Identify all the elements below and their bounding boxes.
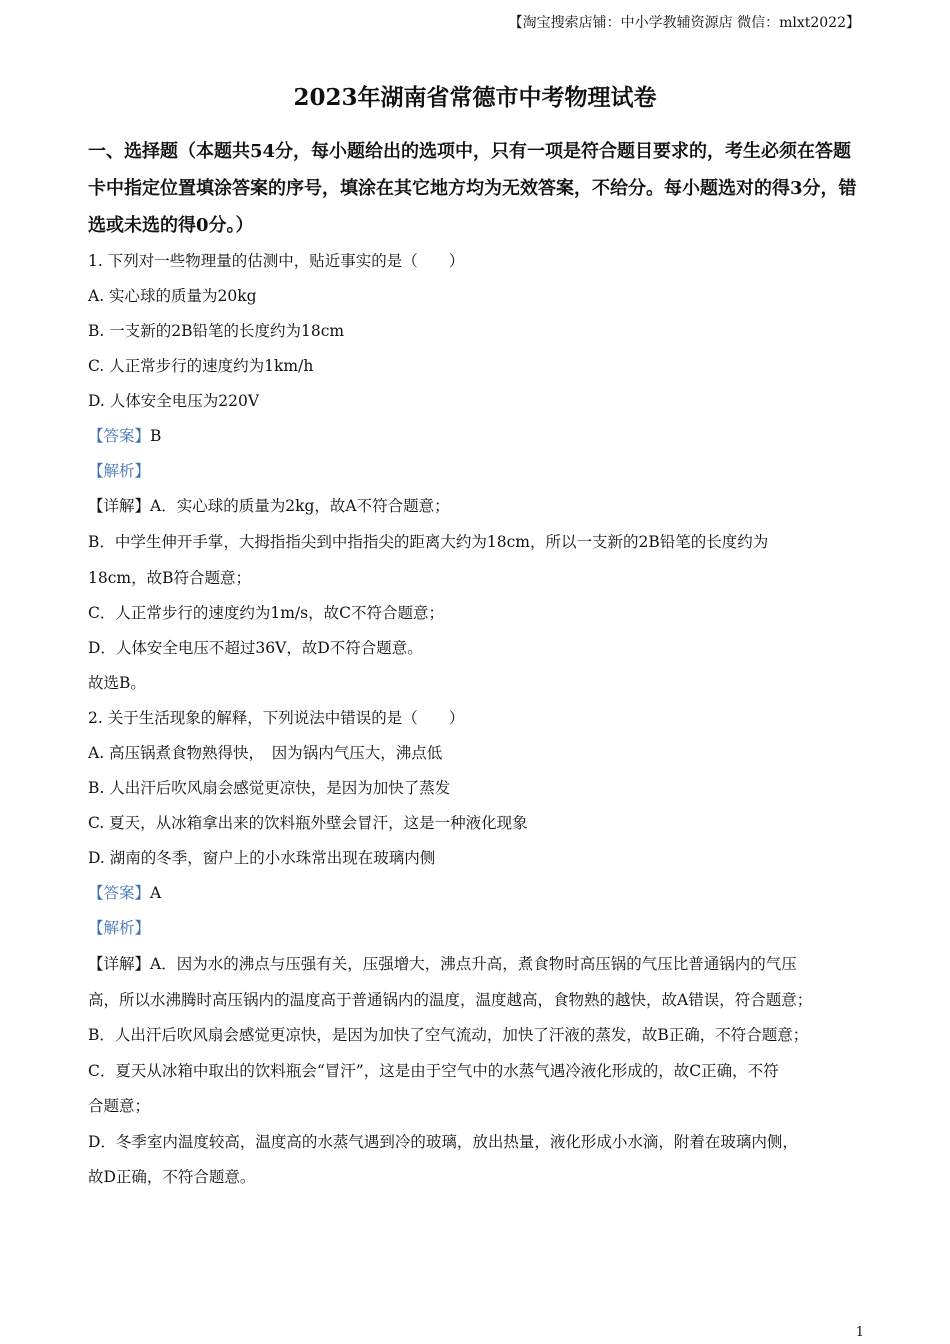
- question-2-detail-line: 合题意；: [88, 1097, 151, 1115]
- page-number: 1: [855, 1325, 864, 1340]
- question-1-option-a: A. 实心球的质量为20kg: [88, 287, 257, 305]
- question-2-stem: 2. 关于生活现象的解释，下列说法中错误的是（ ）: [88, 709, 465, 727]
- detail-text: A．实心球的质量为2kg，故A不符合题意；: [150, 497, 450, 515]
- section-heading: 一、选择题（本题共54分，每小题给出的选项中，只有一项是符合题目要求的，考生必须在答题卡中指定位置填涂答案的序号，填涂在其它地方均为无效答案，不给分。每小题选对的得3分，错选或未选的得0分。）: [88, 141, 857, 236]
- answer-value: A: [150, 884, 162, 902]
- question-1-detail-line: 18cm，故B符合题意；: [88, 569, 251, 587]
- question-2-detail-line: 高，所以水沸腾时高压锅内的温度高于普通锅内的温度，温度越高，食物熟的越快，故A错误，符合题意；: [88, 991, 813, 1009]
- question-2-option-c: C. 夏天，从冰箱拿出来的饮料瓶外壁会冒汗，这是一种液化现象: [88, 814, 528, 832]
- question-1-stem: 1. 下列对一些物理量的估测中，贴近事实的是（ ）: [88, 252, 465, 270]
- question-1-detail-line: C．人正常步行的速度约为1m/s，故C不符合题意；: [88, 604, 444, 622]
- analysis-label: 【解析】: [88, 462, 151, 480]
- question-1-option-b: B. 一支新的2B铅笔的长度约为18cm: [88, 322, 345, 340]
- analysis-label: 【解析】: [88, 919, 151, 937]
- answer-label: 【答案】: [88, 427, 151, 445]
- question-1-option-c: C. 人正常步行的速度约为1km/h: [88, 357, 314, 375]
- question-2-option-d: D. 湖南的冬季，窗户上的小水珠常出现在玻璃内侧: [88, 849, 436, 867]
- question-2-detail-line: B．人出汗后吹风扇会感觉更凉快，是因为加快了空气流动，加快了汗液的蒸发，故B正确，不符合题意；: [88, 1026, 809, 1044]
- question-2-detail-line: [88, 946, 878, 982]
- detail-label: 【详解】: [88, 497, 151, 515]
- question-1-analysis: [88, 454, 878, 489]
- question-2-option-a: A. 高压锅煮食物熟得快， 因为锅内气压大，沸点低: [88, 744, 443, 762]
- question-1-option-d: D. 人体安全电压为220V: [88, 392, 260, 410]
- answer-label: 【答案】: [88, 884, 151, 902]
- question-2-detail-line: D．冬季室内温度较高，温度高的水蒸气遇到冷的玻璃，放出热量，液化形成小水滴，附着在玻璃内侧，: [88, 1133, 798, 1151]
- detail-text: A．因为水的沸点与压强有关，压强增大，沸点升高，煮食物时高压锅的气压比普通锅内的气压: [150, 955, 797, 973]
- question-2-answer: [88, 876, 878, 911]
- page-title: 2023年湖南省常德市中考物理试卷: [293, 84, 657, 111]
- question-2-detail-line: 故D正确，不符合题意。: [88, 1168, 256, 1186]
- header-note: 【淘宝搜索店铺：中小学教辅资源店 微信：mlxt2022】: [508, 15, 860, 31]
- questions-content: [88, 244, 878, 1195]
- question-1-detail-line: B．中学生伸开手掌，大拇指指尖到中指指尖的距离大约为18cm，所以一支新的2B铅笔的长度约为: [88, 533, 769, 551]
- question-1-detail-line: [88, 489, 878, 524]
- detail-label: 【详解】: [88, 955, 151, 973]
- question-2-detail-line: C．夏天从冰箱中取出的饮料瓶会“冒汗”，这是由于空气中的水蒸气遇冷液化形成的，故C正确，不符: [88, 1062, 779, 1080]
- question-1-conclusion: 故选B。: [88, 674, 146, 692]
- question-1-answer: [88, 419, 878, 454]
- answer-value: B: [150, 427, 162, 445]
- question-2-option-b: B. 人出汗后吹风扇会感觉更凉快，是因为加快了蒸发: [88, 779, 451, 797]
- question-1-detail-line: D．人体安全电压不超过36V，故D不符合题意。: [88, 639, 423, 657]
- question-2-analysis: [88, 911, 878, 946]
